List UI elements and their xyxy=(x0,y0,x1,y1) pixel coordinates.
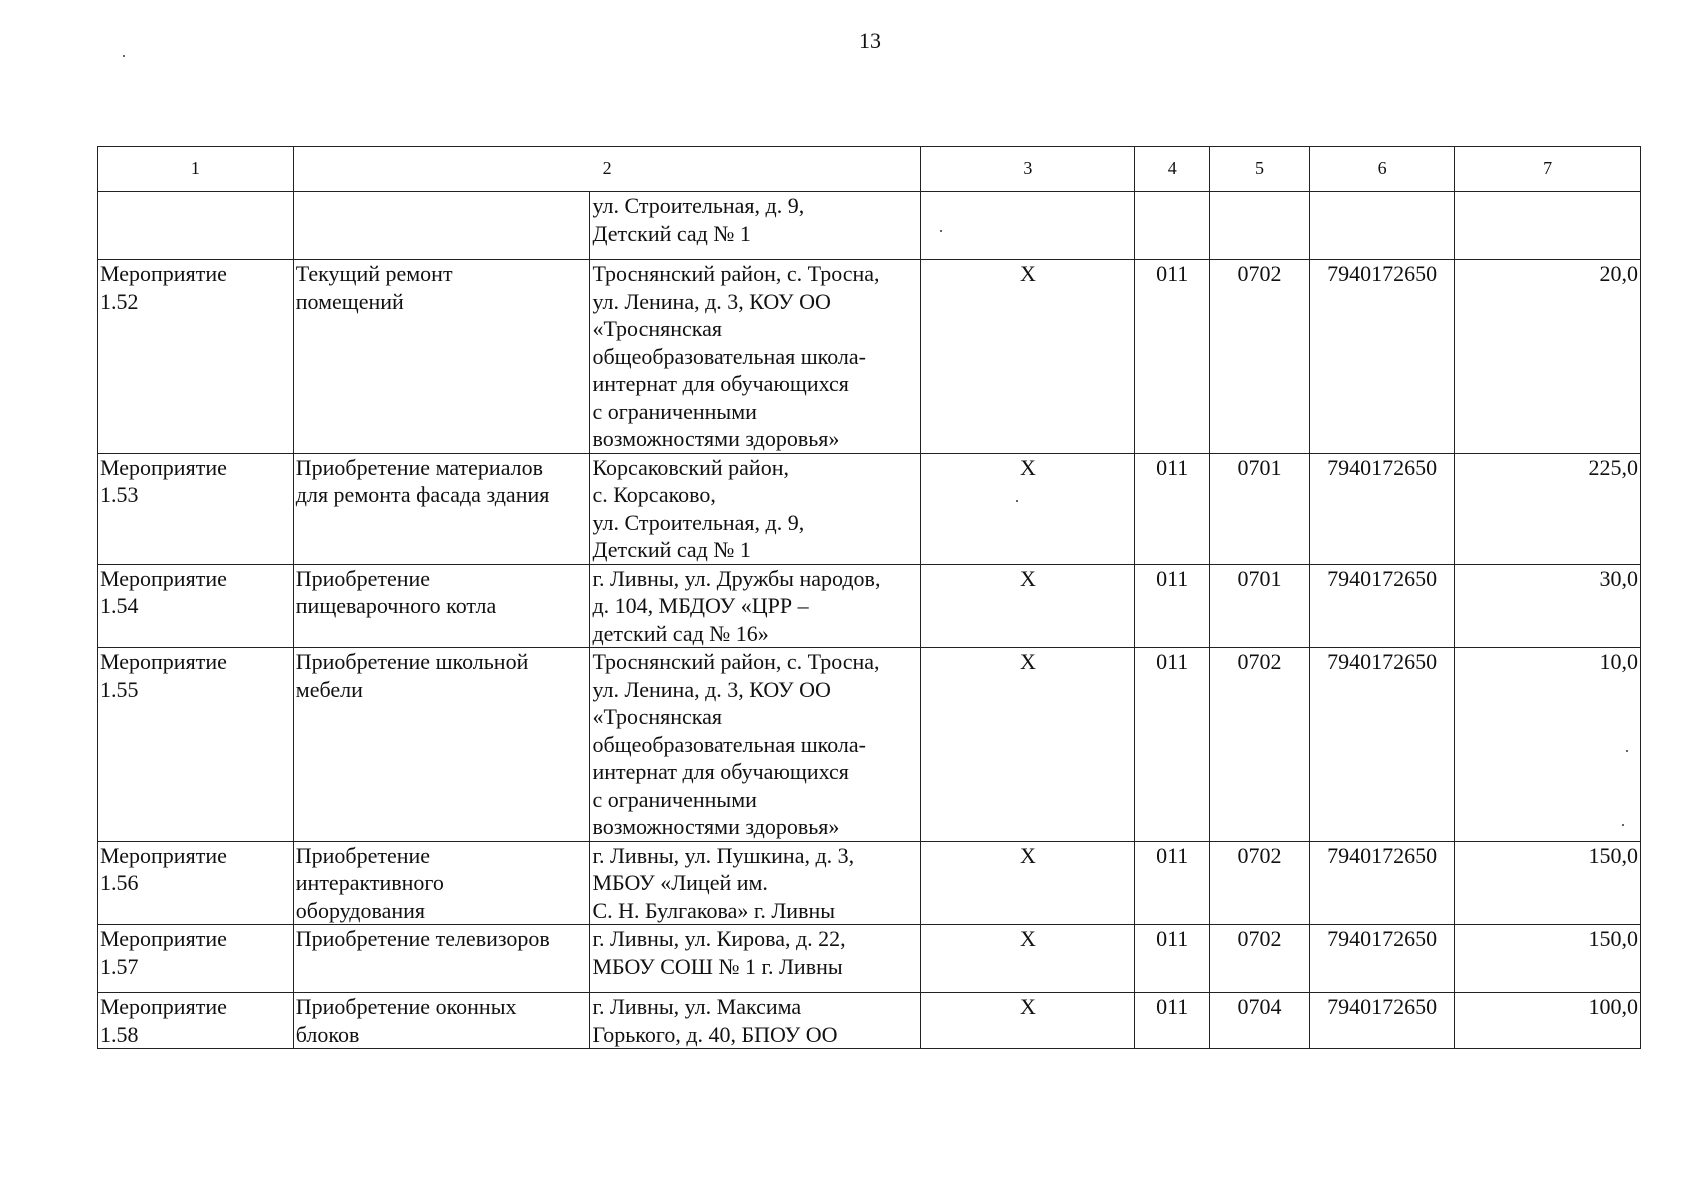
address-cell: г. Ливны, ул. Максима Горького, д. 40, БПОУ ОО xyxy=(590,993,921,1049)
col6-cell: 7940172650 xyxy=(1309,993,1454,1049)
column-header-1: 1 xyxy=(98,147,294,192)
col4-cell xyxy=(1135,192,1210,260)
col4-cell: 011 xyxy=(1135,925,1210,993)
name-cell: Приобретение материалов для ремонта фасада здания xyxy=(293,453,590,564)
col5-cell xyxy=(1210,192,1310,260)
scan-speck xyxy=(123,55,125,57)
table-header-row xyxy=(98,147,1641,192)
col6-cell: 7940172650 xyxy=(1309,260,1454,454)
address-cell: г. Ливны, ул. Пушкина, д. 3, МБОУ «Лицей им. С. Н. Булгакова» г. Ливны xyxy=(590,841,921,925)
col7-cell xyxy=(1455,192,1641,260)
name-cell: Приобретение пищеварочного котла xyxy=(293,564,590,648)
measure-cell: Мероприятие 1.57 xyxy=(98,925,294,993)
name-cell: Приобретение оконных блоков xyxy=(293,993,590,1049)
col4-cell: 011 xyxy=(1135,260,1210,454)
name-cell: Приобретение телевизоров xyxy=(293,925,590,993)
col7-cell: 225,0 xyxy=(1455,453,1641,564)
col6-cell xyxy=(1309,192,1454,260)
address-cell: г. Ливны, ул. Кирова, д. 22, МБОУ СОШ № 1 г. Ливны xyxy=(590,925,921,993)
col5-cell: 0704 xyxy=(1210,993,1310,1049)
col5-cell: 0701 xyxy=(1210,453,1310,564)
col5-cell: 0702 xyxy=(1210,648,1310,842)
address-cell: Троснянский район, с. Тросна, ул. Ленина, д. 3, КОУ ОО «Троснянская общеобразовательная школа- интернат для обучающихся с ограниченными возможностями здоровья» xyxy=(590,648,921,842)
column-header-3: 3 xyxy=(921,147,1135,192)
name-cell xyxy=(293,192,590,260)
col5-cell: 0702 xyxy=(1210,260,1310,454)
col3-cell: Х xyxy=(921,260,1135,454)
col4-cell: 011 xyxy=(1135,564,1210,648)
measure-cell xyxy=(98,192,294,260)
budget-table xyxy=(97,146,1641,1049)
address-cell: Троснянский район, с. Тросна, ул. Ленина, д. 3, КОУ ОО «Троснянская общеобразовательная школа- интернат для обучающихся с ограниченными возможностями здоровья» xyxy=(590,260,921,454)
measure-cell: Мероприятие 1.55 xyxy=(98,648,294,842)
col4-cell: 011 xyxy=(1135,453,1210,564)
address-cell: г. Ливны, ул. Дружбы народов, д. 104, МБДОУ «ЦРР – детский сад № 16» xyxy=(590,564,921,648)
col5-cell: 0702 xyxy=(1210,841,1310,925)
column-header-5: 5 xyxy=(1210,147,1310,192)
table-row-continuation xyxy=(98,192,1641,260)
name-cell: Приобретение интерактивного оборудования xyxy=(293,841,590,925)
page-number: 13 xyxy=(859,28,881,53)
col6-cell: 7940172650 xyxy=(1309,841,1454,925)
table-row xyxy=(98,453,1641,564)
col7-cell: 30,0 xyxy=(1455,564,1641,648)
address-cell: ул. Строительная, д. 9, Детский сад № 1 xyxy=(590,192,921,260)
col3-cell: Х xyxy=(921,453,1135,564)
name-cell: Приобретение школьной мебели xyxy=(293,648,590,842)
col5-cell: 0701 xyxy=(1210,564,1310,648)
table-row xyxy=(98,564,1641,648)
column-header-6: 6 xyxy=(1309,147,1454,192)
measure-cell: Мероприятие 1.53 xyxy=(98,453,294,564)
col4-cell: 011 xyxy=(1135,841,1210,925)
col6-cell: 7940172650 xyxy=(1309,453,1454,564)
measure-cell: Мероприятие 1.56 xyxy=(98,841,294,925)
measure-cell: Мероприятие 1.54 xyxy=(98,564,294,648)
table-row xyxy=(98,925,1641,993)
col6-cell: 7940172650 xyxy=(1309,564,1454,648)
col5-cell: 0702 xyxy=(1210,925,1310,993)
col6-cell: 7940172650 xyxy=(1309,648,1454,842)
col3-cell: Х xyxy=(921,993,1135,1049)
col7-cell: 20,0 xyxy=(1455,260,1641,454)
measure-cell: Мероприятие 1.58 xyxy=(98,993,294,1049)
table-row xyxy=(98,648,1641,842)
col6-cell: 7940172650 xyxy=(1309,925,1454,993)
col3-cell: Х xyxy=(921,564,1135,648)
col3-cell: Х xyxy=(921,648,1135,842)
col7-cell: 10,0 xyxy=(1455,648,1641,842)
table-row xyxy=(98,841,1641,925)
col3-cell: Х xyxy=(921,925,1135,993)
column-header-4: 4 xyxy=(1135,147,1210,192)
column-header-2: 2 xyxy=(293,147,921,192)
col7-cell: 100,0 xyxy=(1455,993,1641,1049)
column-header-7: 7 xyxy=(1455,147,1641,192)
col3-cell: Х xyxy=(921,841,1135,925)
measure-cell: Мероприятие 1.52 xyxy=(98,260,294,454)
address-cell: Корсаковский район, с. Корсаково, ул. Строительная, д. 9, Детский сад № 1 xyxy=(590,453,921,564)
col3-cell xyxy=(921,192,1135,260)
table-row xyxy=(98,993,1641,1049)
table-row xyxy=(98,260,1641,454)
col4-cell: 011 xyxy=(1135,648,1210,842)
col4-cell: 011 xyxy=(1135,993,1210,1049)
col7-cell: 150,0 xyxy=(1455,841,1641,925)
name-cell: Текущий ремонт помещений xyxy=(293,260,590,454)
col7-cell: 150,0 xyxy=(1455,925,1641,993)
